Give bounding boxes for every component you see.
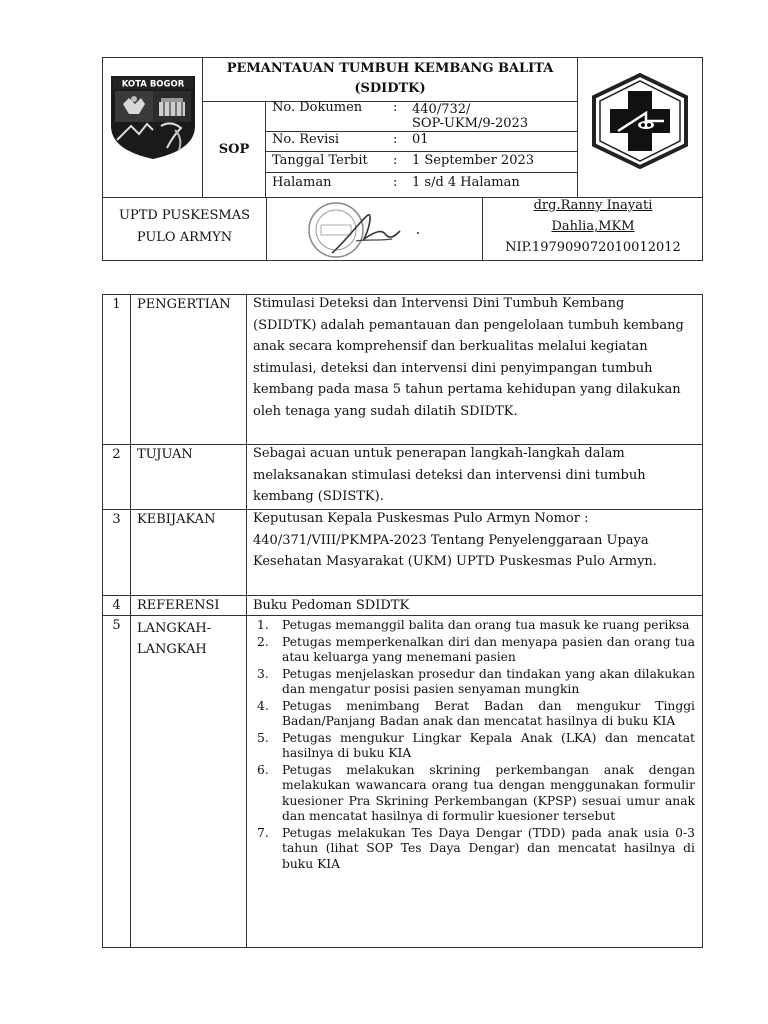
field-sep: : (393, 100, 398, 115)
section-text: Sebagai acuan untuk penerapan langkah-langkah dalam melaksanakan stimulasi deteksi dan intervensi dini tumbuh kembang (SDISTK). (253, 446, 646, 504)
field-sep: : (393, 153, 398, 168)
signer-nip: NIP.197909072010012012 (505, 240, 681, 255)
field-value-tanggal-terbit: 1 September 2023 (412, 153, 535, 168)
section-name-line-2: LANGKAH (137, 642, 207, 657)
section-name-line-1: LANGKAH- (137, 621, 212, 636)
section-number: 2 (112, 447, 121, 462)
svg-text:KOTA BOGOR: KOTA BOGOR (121, 79, 185, 90)
section-text: Keputusan Kepala Puskesmas Pulo Armyn Nomor : 440/371/VIII/PKMPA-2023 Tentang Penyelenggaraan Upaya Kesehatan Masyarakat (UKM) UPTD Puskesmas Pulo Armyn. (253, 511, 657, 569)
section-number: 3 (112, 512, 121, 527)
section-name: PENGERTIAN (137, 297, 231, 312)
section-text: Buku Pedoman SDIDTK (253, 598, 410, 613)
field-label-no-dokumen: No. Dokumen (272, 100, 363, 115)
document-title (203, 58, 577, 100)
signer-name-line-1: drg.Ranny Inayati (533, 198, 653, 213)
title-line-1: PEMANTAUAN TUMBUH KEMBANG BALITA (226, 61, 554, 76)
list-item: 4. Petugas menimbang Berat Badan dan mengukur Tinggi Badan/Panjang Badan anak dan mencatat hasilnya di buku KIA (257, 698, 695, 728)
section-number: 4 (112, 598, 121, 613)
list-item: 1. Petugas memanggil balita dan orang tua masuk ke ruang periksa (257, 618, 690, 632)
list-item: 2. Petugas memperkenalkan diri dan menyapa pasien dan orang tua atau keluarga yang menemani pasien (257, 634, 695, 664)
field-sep: : (393, 175, 398, 190)
organization-name (103, 205, 266, 249)
field-value-no-dokumen: 440/732/ SOP-UKM/9-2023 (412, 102, 529, 131)
stamp-signature-icon (296, 201, 436, 259)
list-item: 6. Petugas melakukan skrining perkembangan anak dengan melakukan wawancara orang tua dengan menggunakan formulir kuesioner Pra Skrining Perkembangan (KPSP) sesuai umur anak dan mencatat hasilnya di formulir kuesioner tersebut (257, 762, 695, 823)
org-line-1: UPTD PUSKESMAS (118, 208, 251, 223)
section-name: KEBIJAKAN (137, 512, 216, 527)
org-line-2: PULO ARMYN (136, 230, 233, 245)
field-sep: : (393, 132, 398, 147)
list-item: 5. Petugas mengukur Lingkar Kepala Anak (LKA) dan mencatat hasilnya di buku KIA (257, 730, 695, 760)
section-name: REFERENSI (137, 598, 220, 613)
section-number: 1 (112, 297, 121, 312)
kota-bogor-emblem-icon (109, 74, 197, 160)
steps-list (247, 618, 695, 873)
list-item: 7. Petugas melakukan Tes Daya Dengar (TDD) pada anak usia 0-3 tahun (lihat SOP Tes Daya Dengar) dan mencatat hasilnya di buku KIA (257, 825, 695, 871)
signer-name-line-2: Dahlia,MKM (551, 219, 635, 234)
section-name (137, 618, 211, 660)
list-item: 3. Petugas menjelaskan prosedur dan tindakan yang akan dilakukan dan mengatur posisi pasien senyaman mungkin (257, 666, 695, 696)
field-label-halaman: Halaman (272, 175, 332, 190)
field-label-tanggal-terbit: Tanggal Terbit (272, 153, 368, 168)
title-line-2: (SDIDTK) (354, 81, 426, 96)
signer-block (483, 195, 703, 258)
section-text: Stimulasi Deteksi dan Intervensi Dini Tumbuh Kembang (SDIDTK) adalah pemantauan dan pengelolaan tumbuh kembang anak secara komprehensif dan berkualitas melalui kegiatan stimulasi, deteksi dan intervensi dini penyimpangan tumbuh kembang pada masa 5 tahun pertama kehidupan yang dilakukan oleh tenaga yang sudah dilatih SDIDTK. (253, 296, 684, 419)
sop-label: SOP (218, 142, 250, 157)
section-name: TUJUAN (137, 447, 193, 462)
field-label-no-revisi: No. Revisi (272, 132, 340, 147)
field-value-no-revisi: 01 (412, 132, 429, 147)
field-value-halaman: 1 s/d 4 Halaman (412, 175, 520, 190)
puskesmas-cross-logo-icon (590, 73, 690, 169)
section-number: 5 (112, 618, 121, 633)
